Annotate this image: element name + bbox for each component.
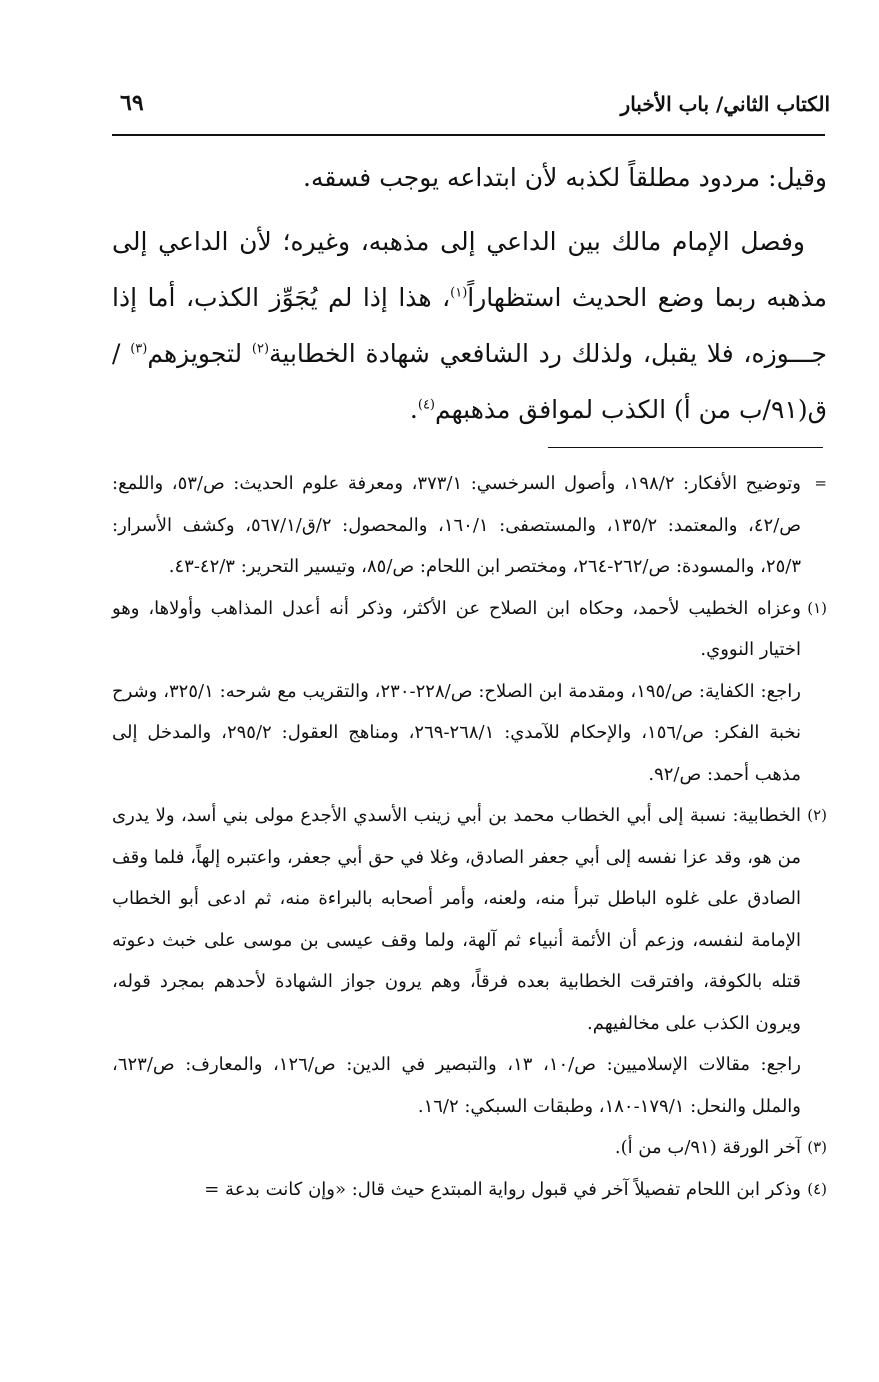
footnote-2: [112, 795, 827, 1127]
paragraph: [112, 214, 827, 438]
footnote-references: راجع: الكفاية: ص/١٩٥، ومقدمة ابن الصلاح: ص/٢٢٨-٢٣٠، والتقريب مع شرحه: ٣٢٥/١، وشرح نخبة الفكر: ص/١٥٦، والإحكام للآمدي: ٢٦٨/١-٢٦٩، ومناهج العقول: ٢٩٥/٢، والمدخل إلى مذهب أحمد: ص/٩٢.: [112, 680, 801, 785]
footnote-4: [112, 1169, 827, 1211]
footnote-marker: (٢): [807, 806, 827, 824]
footnote-ref-2[interactable]: (٢): [251, 341, 270, 357]
footnote-text: الخطابية: نسبة إلى أبي الخطاب محمد بن أبي زينب الأسدي الأجدع مولى بني أسد، ولا يدرى من هو، وقد عزا نفسه إلى أبي جعفر الصادق، وغلا في حق أبي جعفر، واعتبره إلهاً، فلما وقف الصادق على غلوه الباطل تبرأ منه، ولعنه، وأمر أصحابه بالبراءة منه، ثم ادعى أبو الخطاب الإمامة لنفسه، وزعم أن الأئمة أنبياء ثم آلهة، ولما وقف عيسى بن موسى على خبث دعوته قتله بالكوفة، وافترقت الخطابية بعده فرقاً، وهم يرون جواز الشهادة لأحدهم بمجرد قوله، ويرون الكذب على مخالفيهم.: [112, 805, 801, 1034]
footnote-separator: [548, 447, 823, 448]
footnote-continuation: [112, 463, 827, 588]
footnote-marker: (٣): [807, 1138, 827, 1156]
footnote-text: وعزاه الخطيب لأحمد، وحكاه ابن الصلاح عن الأكثر، وذكر أنه أعدل المذاهب وأولاها، وهو اختيار النووي.: [112, 597, 801, 660]
page-number: ٦٩: [120, 90, 144, 116]
continuation-marker: =: [814, 474, 827, 492]
footnote-references: راجع: مقالات الإسلاميين: ص/١٠، ١٣، والتبصير في الدين: ص/١٢٦، والمعارف: ص/٦٢٣، والملل والنحل: ١٧٩/١-١٨٠، وطبقات السبكي: ١٦/٢.: [112, 1054, 801, 1117]
paragraph-text: / ق(٩١/ب من أ) الكذب لموافق مذهبهم: [112, 339, 827, 424]
footnote-3: [112, 1127, 827, 1169]
paragraph-text: وفصل الإمام مالك بين الداعي إلى مذهبه، وغيره؛ لأن الداعي إلى مذهبه ربما وضع الحديث استظهاراً: [112, 227, 827, 312]
paragraph: [112, 150, 827, 206]
footnote-marker: (١): [807, 598, 827, 617]
footnote-ref-4[interactable]: (٤): [417, 397, 435, 413]
footnote-text: وذكر ابن اللحام تفصيلاً آخر في قبول رواية المبتدع حيث قال: «وإن كانت بدعة =: [204, 1178, 801, 1200]
footnote-text: وتوضيح الأفكار: ١٩٨/٢، وأصول السرخسي: ٣٧٣/١، ومعرفة علوم الحديث: ص/٥٣، واللمع: ص/٤٢، والمعتمد: ١٣٥/٢، والمستصفى: ١٦٠/١، والمحصول: ٢/ق/٥٦٧/١، وكشف الأسرار: ٢٥/٣، والمسودة: ص/٢٦٢-٢٦٤، ومختصر ابن اللحام: ص/٨٥، وتيسير التحرير: ٤٢/٣-٤٣.: [112, 473, 802, 577]
footnotes: [112, 463, 827, 1210]
footnote-marker: (٤): [807, 1179, 827, 1198]
paragraph-text: ، هذا إذا لم يُجَوِّز الكذب، أما إذا جـــوزه، فلا يقبل، ولذلك رد الشافعي شهادة الخطابية: [112, 283, 828, 368]
chapter-title: الكتاب الثاني/ باب الأخبار: [620, 92, 830, 116]
footnote-ref-3[interactable]: (٣): [130, 341, 148, 357]
main-text: [112, 150, 827, 438]
footnote-text: آخر الورقة (٩١/ب من أ).: [614, 1137, 801, 1158]
paragraph-text: لتجويزهم: [147, 339, 252, 368]
running-header: [112, 92, 830, 126]
paragraph-text: وقيل: مردود مطلقاً لكذبه لأن ابتداعه يوجب فسقه.: [303, 163, 827, 192]
paragraph-text: .: [409, 395, 418, 424]
header-rule: [112, 134, 825, 136]
footnote-1: [112, 588, 827, 796]
footnote-ref-1[interactable]: (١): [450, 285, 468, 301]
